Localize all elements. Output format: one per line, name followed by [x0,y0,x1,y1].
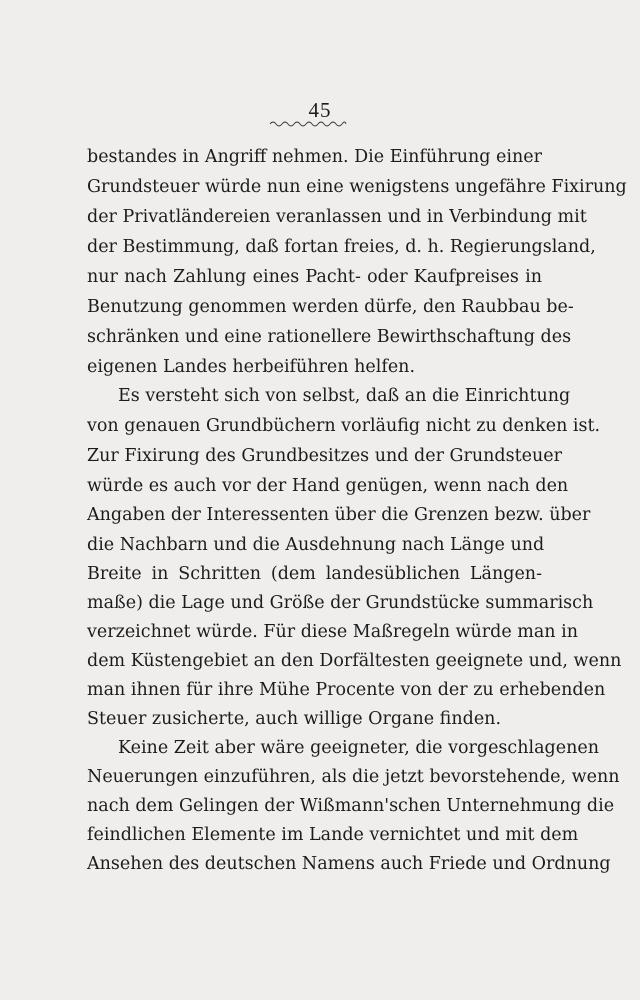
text-line: Grundsteuer würde nun eine wenigstens ungefähre Fixirung [87,177,627,197]
text-line: Neuerungen einzuführen, als die jetzt bevorstehende, wenn [87,767,620,787]
text-line: von genauen Grundbüchern vorläufig nicht zu denken ist. [87,416,601,436]
text-line: Breite in Schritten (dem landesüblichen Längen- [87,564,542,584]
text-line: Benutzung genommen werden dürfe, den Raubbau be- [87,297,574,317]
text-line: Steuer zusicherte, auch willige Organe finden. [87,709,502,729]
text-line: der Privatländereien veranlassen und in Verbindung mit [87,207,587,227]
text-line: Zur Fixirung des Grundbesitzes und der Grundsteuer [87,446,562,466]
text-line: Angaben der Interessenten über die Grenzen bezw. über [87,505,591,525]
text-line: nur nach Zahlung eines Pacht- oder Kaufpreises in [87,267,542,287]
text-line: der Bestimmung, daß fortan freies, d. h. Regierungsland, [87,237,596,257]
text-line: dem Küstengebiet an den Dorfältesten geeignete und, wenn [87,651,622,671]
text-line: schränken und eine rationellere Bewirthschaftung des [87,327,572,347]
page-number-ornament [268,119,348,129]
text-line: verzeichnet würde. Für diese Maßregeln würde man in [87,622,578,642]
text-line: Es versteht sich von selbst, daß an die Einrichtung [118,386,571,406]
text-line: die Nachbarn und die Ausdehnung nach Länge und [87,535,545,555]
text-line: würde es auch vor der Hand genügen, wenn nach den [87,476,569,496]
text-line: eigenen Landes herbeiführen helfen. [87,357,416,377]
text-line: Ansehen des deutschen Namens auch Friede und Ordnung [87,854,611,874]
page-number: 45 [308,98,332,122]
text-line: nach dem Gelingen der Wißmann'schen Unternehmung die [87,796,615,816]
text-line: bestandes in Angriff nehmen. Die Einführung einer [87,147,542,167]
text-line: feindlichen Elemente im Lande vernichtet und mit dem [87,825,579,845]
text-line: maße) die Lage und Größe der Grundstücke summarisch [87,593,594,613]
text-line: man ihnen für ihre Mühe Procente von der zu erhebenden [87,680,606,700]
text-line: Keine Zeit aber wäre geeigneter, die vorgeschlagenen [118,738,599,758]
